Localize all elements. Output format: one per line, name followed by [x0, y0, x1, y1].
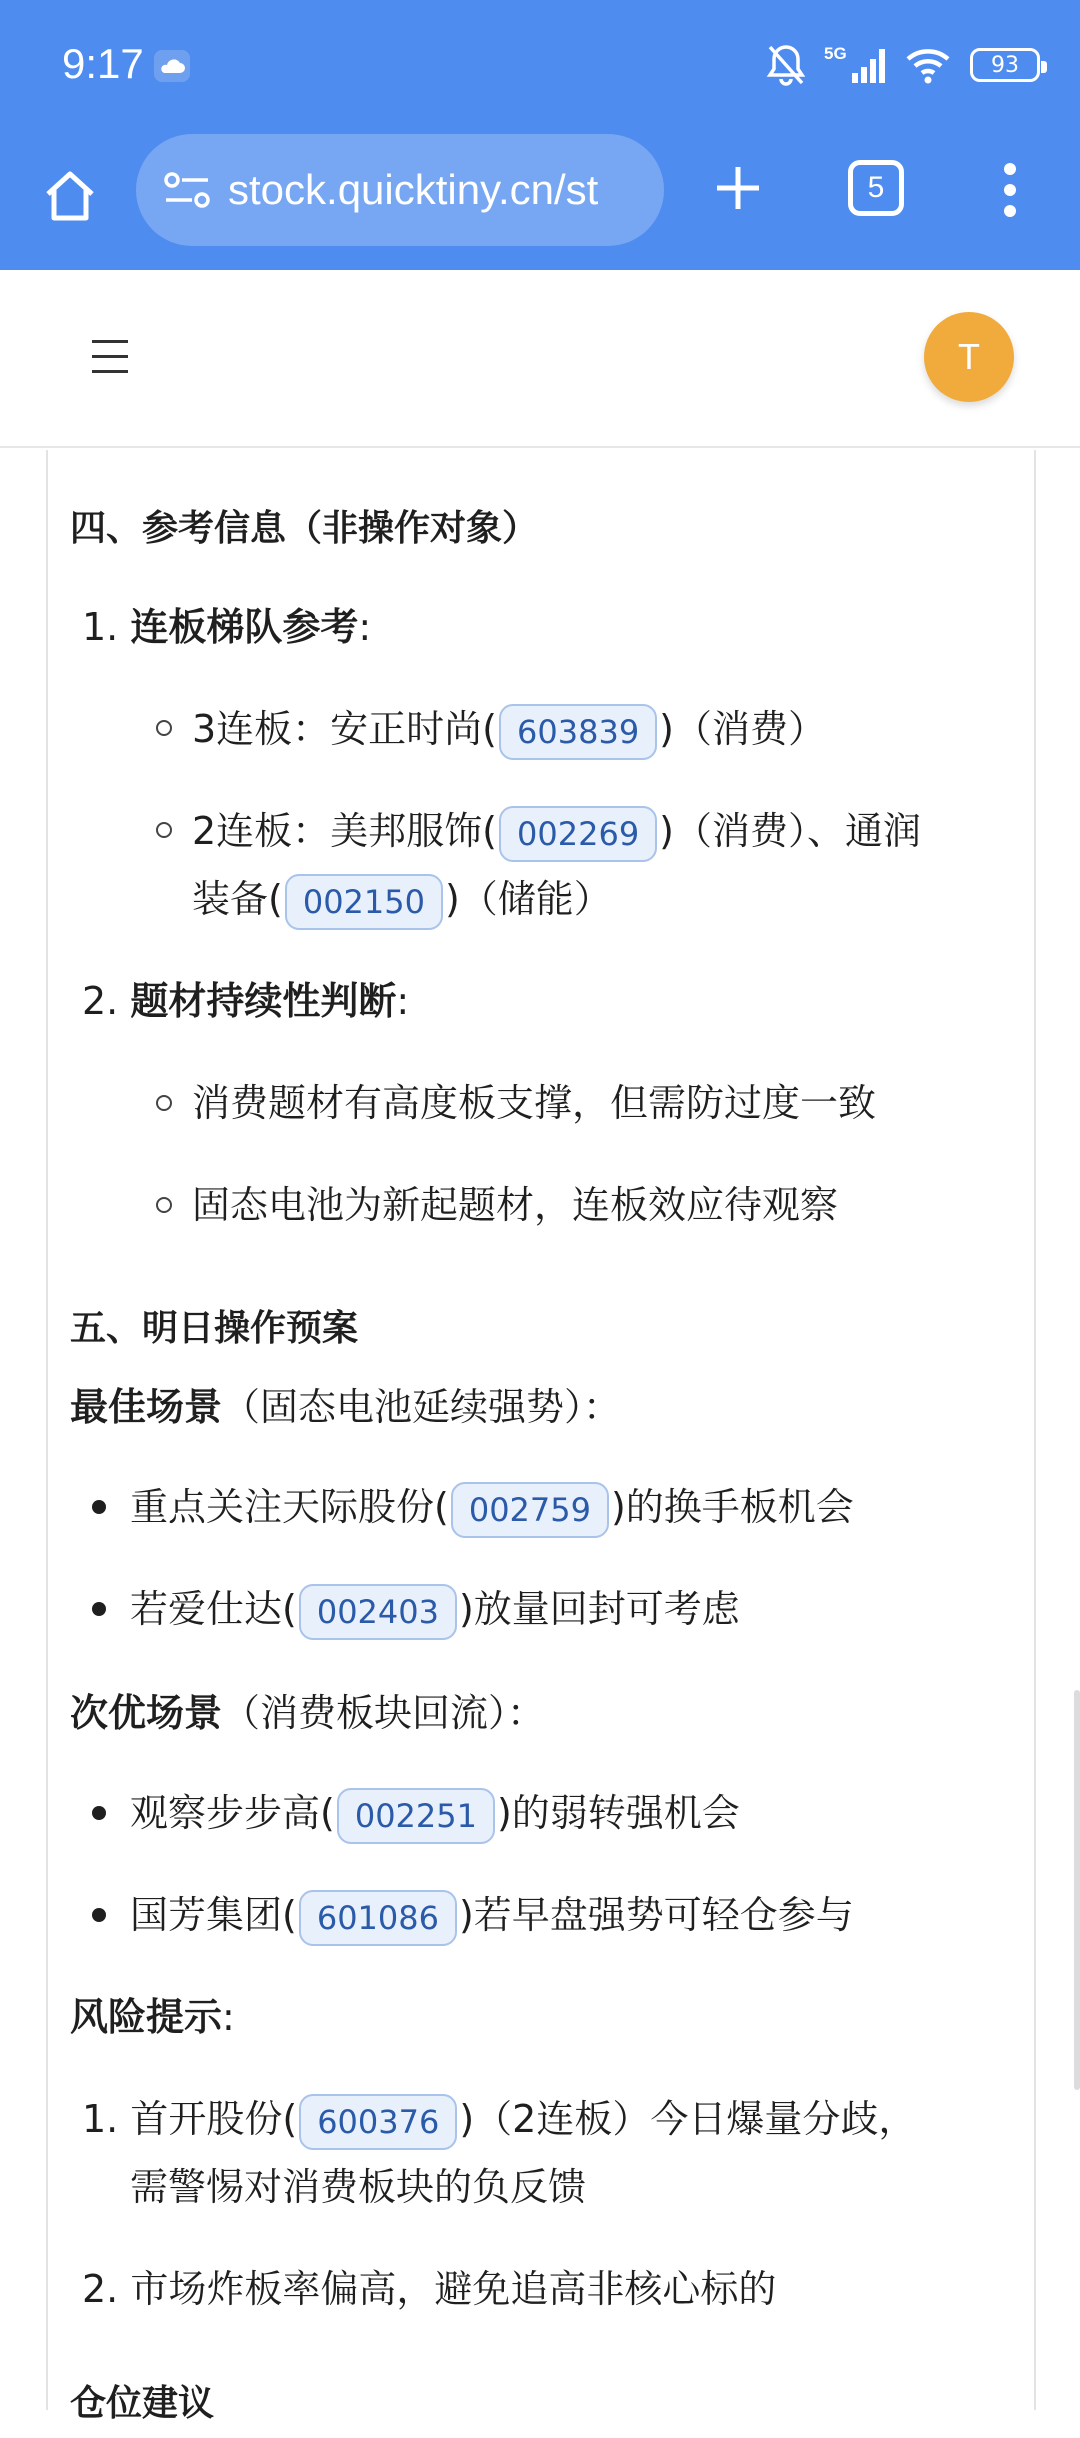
stock-code-chip[interactable]: 600376: [299, 2094, 457, 2150]
list-item-continuation: 需警惕对消费板块的负反馈: [130, 2165, 587, 2209]
list-item: 2连板：美邦服饰( 002269 )（消费）、通润: [192, 797, 921, 865]
hamburger-menu-icon[interactable]: [92, 340, 132, 380]
tab-switcher-button[interactable]: 5: [848, 160, 904, 216]
status-bar: [0, 0, 1080, 130]
more-dot-icon: [1004, 184, 1016, 196]
list-item: 2. 题材持续性判断:: [82, 979, 410, 1023]
stock-code-chip[interactable]: 603839: [499, 704, 657, 760]
section-5-title: 五、明日操作预案: [70, 1308, 359, 1349]
stock-code-chip[interactable]: 002269: [499, 806, 657, 862]
list-item: 1. 连板梯队参考:: [82, 605, 372, 649]
bullet-circle-icon: [156, 1095, 172, 1111]
list-item: 固态电池为新起题材，连板效应待观察: [192, 1183, 839, 1227]
svg-text:5G: 5G: [824, 44, 847, 63]
stock-code-chip[interactable]: 002251: [337, 1788, 495, 1844]
page-scrollbar[interactable]: [1074, 1690, 1080, 2090]
stock-code-chip[interactable]: 601086: [299, 1890, 457, 1946]
url-text: stock.quicktiny.cn/st: [228, 166, 599, 213]
more-dot-icon: [1004, 163, 1016, 175]
bullet-dot-icon: [92, 1500, 106, 1514]
mute-bell-icon: [766, 43, 806, 87]
scenario-heading: 次优场景（消费板块回流）：: [70, 1691, 546, 1735]
list-item: 消费题材有高度板支撑，但需防过度一致: [192, 1081, 877, 1125]
more-dot-icon: [1004, 205, 1016, 217]
status-icons: [766, 40, 1040, 90]
list-item: 国芳集团( 601086 )若早盘强势可轻仓参与: [130, 1881, 854, 1949]
browser-chrome: [0, 0, 1080, 270]
more-menu-button[interactable]: [990, 150, 1030, 230]
site-header: [0, 270, 1080, 448]
site-settings-icon: [164, 170, 210, 210]
risk-heading: 风险提示:: [70, 1995, 235, 2039]
list-item: 2. 市场炸板率偏高，避免追高非核心标的: [82, 2267, 777, 2311]
list-item: 1. 首开股份( 600376 )（2连板）今日爆量分歧，: [82, 2085, 916, 2153]
browser-toolbar: [0, 130, 1080, 270]
bullet-circle-icon: [156, 1197, 172, 1213]
home-icon: [40, 166, 100, 226]
stock-code-chip[interactable]: 002150: [285, 874, 443, 930]
bullet-circle-icon: [156, 720, 172, 736]
stock-code-chip[interactable]: 002759: [451, 1482, 609, 1538]
wifi-icon: [904, 45, 952, 85]
bullet-circle-icon: [156, 822, 172, 838]
list-item: 观察步步高( 002251 )的弱转强机会: [130, 1779, 740, 1847]
list-item: 若爱仕达( 002403 )放量回封可考虑: [130, 1575, 740, 1643]
list-item: 3连板：安正时尚( 603839 )（消费）: [192, 695, 826, 763]
cloud-icon: [152, 46, 192, 86]
battery-icon: 93: [970, 48, 1040, 82]
bullet-dot-icon: [92, 1602, 106, 1616]
bullet-dot-icon: [92, 1806, 106, 1820]
signal-5g-icon: [824, 43, 886, 87]
section-4-title: 四、参考信息（非操作对象）: [70, 508, 539, 549]
status-time: 9:17: [62, 40, 144, 87]
new-tab-button[interactable]: [700, 150, 776, 226]
home-button[interactable]: [30, 156, 110, 236]
stock-code-chip[interactable]: 002403: [299, 1584, 457, 1640]
list-item: 重点关注天际股份( 002759 )的换手板机会: [130, 1473, 854, 1541]
cut-off-heading: [70, 2370, 214, 2400]
user-avatar[interactable]: T: [924, 312, 1014, 402]
list-item-continuation: 装备( 002150 )（储能）: [192, 865, 612, 933]
plus-icon: [713, 163, 763, 213]
scenario-heading: 最佳场景（固态电池延续强势）：: [70, 1385, 622, 1429]
bullet-dot-icon: [92, 1908, 106, 1922]
url-bar[interactable]: [136, 134, 664, 246]
